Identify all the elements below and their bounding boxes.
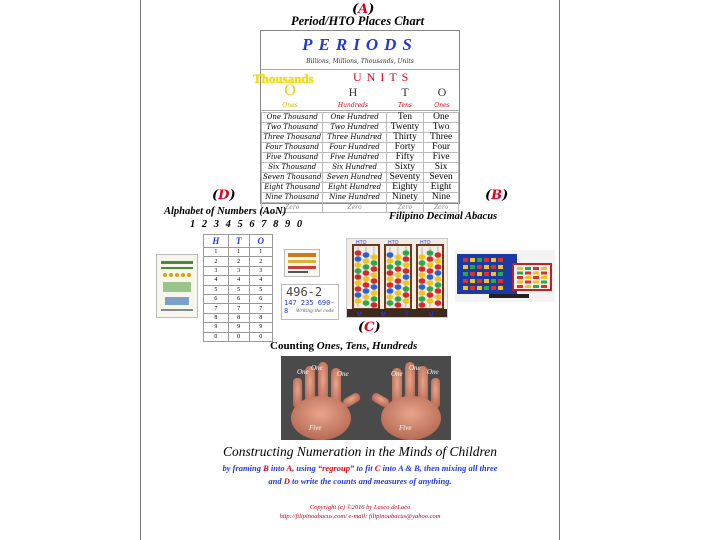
abacus-bead bbox=[419, 284, 426, 290]
aon-table-cell: 9 bbox=[204, 323, 229, 332]
places-table-cell: Seven Hundred bbox=[323, 173, 386, 183]
units-heading: UNITS bbox=[353, 70, 414, 84]
aon-table-cell: 6 bbox=[204, 294, 229, 303]
abacus-bead bbox=[435, 270, 442, 276]
abacus-bead bbox=[403, 298, 410, 304]
abacus-bead bbox=[463, 286, 468, 290]
places-table-row bbox=[262, 133, 459, 143]
abacus-bead bbox=[395, 290, 402, 296]
abacus-bead bbox=[363, 288, 370, 294]
places-table-cell: Five bbox=[424, 153, 459, 163]
aon-table-cell: 2 bbox=[249, 257, 272, 266]
abacus-bead bbox=[355, 268, 362, 274]
abacus-bead bbox=[387, 282, 394, 288]
abacus-bead bbox=[484, 286, 489, 290]
abacus-bead bbox=[435, 264, 442, 270]
abacus-bead bbox=[463, 258, 468, 262]
col-letter-hundreds: H bbox=[348, 85, 358, 99]
abacus-bead bbox=[498, 286, 503, 290]
abacus-bead bbox=[427, 280, 434, 286]
aon-col-o: O bbox=[249, 235, 272, 248]
places-table-row bbox=[262, 123, 459, 133]
places-table-cell: Three Hundred bbox=[323, 133, 386, 143]
aon-table-row bbox=[204, 294, 273, 303]
aon-table-cell: 6 bbox=[228, 294, 249, 303]
counting-card-image bbox=[285, 250, 319, 276]
abacus-bead bbox=[491, 258, 496, 262]
aon-table-cell: 2 bbox=[204, 257, 229, 266]
abacus-base-label: U bbox=[429, 312, 434, 317]
places-table-cell: Sixty bbox=[386, 163, 423, 173]
places-table-cell: Five Hundred bbox=[323, 153, 386, 163]
aon-table-cell: 4 bbox=[204, 276, 229, 285]
abacus-bead bbox=[525, 267, 531, 270]
abacus-bead bbox=[427, 268, 434, 274]
abacus-bead bbox=[533, 276, 539, 279]
abacus-bead bbox=[427, 298, 434, 304]
period-hto-chart bbox=[260, 30, 460, 211]
abacus-bead bbox=[477, 258, 482, 262]
places-table-cell: Six Hundred bbox=[323, 163, 386, 173]
abacus-bead bbox=[427, 256, 434, 262]
abacus-bead bbox=[403, 280, 410, 286]
abacus-bead bbox=[477, 272, 482, 276]
hand-label: One bbox=[311, 364, 323, 372]
abacus-bead bbox=[403, 274, 410, 280]
abacus-bead bbox=[371, 290, 378, 296]
abacus-base-label: T bbox=[405, 312, 409, 317]
abacus-bead bbox=[435, 282, 442, 288]
abacus-bead bbox=[419, 266, 426, 272]
abacus-bead bbox=[355, 262, 362, 268]
abacus-bead bbox=[517, 281, 523, 284]
aon-table-row bbox=[204, 248, 273, 257]
abacus-bead bbox=[363, 300, 370, 306]
aon-col-h: H bbox=[204, 235, 229, 248]
worksheet-thumbnail bbox=[156, 254, 198, 318]
counting-title: Counting Ones, Tens, Hundreds bbox=[270, 340, 418, 352]
places-table bbox=[261, 112, 459, 213]
abacus-bead bbox=[533, 267, 539, 270]
abacus-bead bbox=[387, 264, 394, 270]
abacus-bead bbox=[403, 286, 410, 292]
places-table-cell: Nine bbox=[424, 193, 459, 203]
abacus-bead bbox=[355, 298, 362, 304]
aon-table-cell: 4 bbox=[228, 276, 249, 285]
abacus-bead bbox=[371, 254, 378, 260]
abacus-photo-2 bbox=[455, 250, 555, 302]
aon-table-row bbox=[204, 257, 273, 266]
hand-label: One bbox=[337, 370, 349, 378]
aon-table-row bbox=[204, 332, 273, 341]
abacus-bead bbox=[403, 256, 410, 262]
places-table-row bbox=[262, 193, 459, 203]
abacus-bead bbox=[470, 272, 475, 276]
abacus-bead bbox=[470, 279, 475, 283]
hand-label: One bbox=[409, 364, 421, 372]
abacus-bead bbox=[517, 267, 523, 270]
abacus-bead bbox=[403, 268, 410, 274]
aon-table-cell: 5 bbox=[249, 285, 272, 294]
abacus-bead bbox=[491, 272, 496, 276]
abacus-bead bbox=[363, 252, 370, 258]
aon-table-cell: 3 bbox=[228, 266, 249, 275]
aon-hto-table bbox=[203, 234, 273, 342]
periods-heading: PERIODS bbox=[302, 35, 418, 54]
abacus-bead bbox=[371, 302, 378, 308]
col-letter-thousands-ones: O bbox=[284, 82, 296, 99]
abacus-bead bbox=[395, 266, 402, 272]
abacus-bead bbox=[355, 256, 362, 262]
abacus-bead bbox=[533, 281, 539, 284]
places-table-cell: Fifty bbox=[386, 153, 423, 163]
abacus-bead bbox=[427, 274, 434, 280]
code-number-2: 147 235 690-8 bbox=[284, 299, 335, 315]
aon-table-row bbox=[204, 304, 273, 313]
places-table-cell: Two Thousand bbox=[262, 123, 323, 133]
abacus-bead bbox=[525, 272, 531, 275]
abacus-bead bbox=[387, 252, 394, 258]
abacus-bead bbox=[541, 267, 547, 270]
abacus-bead bbox=[387, 288, 394, 294]
abacus-bead bbox=[525, 281, 531, 284]
aon-table-cell: 3 bbox=[204, 266, 229, 275]
decimal-abacus-image bbox=[347, 239, 447, 317]
places-table-cell: Six bbox=[424, 163, 459, 173]
aon-title: Alphabet of Numbers (AoN) bbox=[164, 206, 287, 217]
places-table-cell: Zero bbox=[424, 203, 459, 213]
abacus-bead bbox=[371, 272, 378, 278]
section-c-label: (C) bbox=[358, 320, 381, 335]
abacus-bead bbox=[403, 250, 410, 256]
abacus-bead bbox=[363, 270, 370, 276]
places-table-cell: Three Thousand bbox=[263, 133, 322, 141]
places-table-cell: One bbox=[424, 113, 459, 123]
places-table-cell: Four bbox=[424, 143, 459, 153]
places-table-cell: Ten bbox=[386, 113, 423, 123]
aon-table-cell: 3 bbox=[249, 266, 272, 275]
aon-table-cell: 5 bbox=[204, 285, 229, 294]
abacus-bead bbox=[541, 281, 547, 284]
abacus-bead bbox=[395, 296, 402, 302]
places-table-cell: Six Thousand bbox=[262, 163, 323, 173]
places-table-cell: Eighty bbox=[386, 183, 423, 193]
abacus-base-label: M bbox=[357, 312, 362, 317]
abacus-bead bbox=[403, 262, 410, 268]
places-table-cell: Two Hundred bbox=[323, 123, 386, 133]
aon-table-cell: 6 bbox=[249, 294, 272, 303]
places-table-cell: Five Thousand bbox=[262, 153, 323, 163]
hand-label: Five bbox=[399, 424, 412, 432]
abacus-bead bbox=[387, 294, 394, 300]
aon-table-cell: 8 bbox=[249, 313, 272, 322]
abacus-frame-label: HTO bbox=[356, 240, 367, 246]
abacus-bead bbox=[363, 276, 370, 282]
places-table-cell: Seventy bbox=[386, 173, 423, 183]
aon-table-cell: 0 bbox=[204, 332, 229, 341]
abacus-bead bbox=[419, 272, 426, 278]
places-table-cell: Eight bbox=[424, 183, 459, 193]
places-table-row bbox=[262, 163, 459, 173]
col-letter-tens: T bbox=[401, 85, 409, 99]
abacus-bead bbox=[463, 272, 468, 276]
abacus-bead bbox=[498, 279, 503, 283]
places-table-row bbox=[262, 143, 459, 153]
places-table-row bbox=[262, 183, 459, 193]
aon-table-row bbox=[204, 323, 273, 332]
abacus-bead bbox=[419, 260, 426, 266]
places-table-row bbox=[262, 173, 459, 183]
abacus-bead bbox=[395, 302, 402, 308]
places-table-cell: One Thousand bbox=[262, 113, 323, 123]
abacus-bead bbox=[387, 300, 394, 306]
abacus-bead bbox=[435, 258, 442, 264]
hand-label: Five bbox=[309, 424, 322, 432]
abacus-bead bbox=[517, 272, 523, 275]
aon-table-cell: 9 bbox=[249, 323, 272, 332]
places-table-cell: Seven bbox=[424, 173, 459, 183]
thousands-label: Thousands bbox=[253, 71, 314, 86]
aon-table-cell: 9 bbox=[228, 323, 249, 332]
footer-description-line-2: and D to write the counts and measures of anything. bbox=[268, 476, 452, 486]
abacus-bead bbox=[419, 302, 426, 308]
abacus-bead bbox=[355, 286, 362, 292]
abacus-bead bbox=[371, 260, 378, 266]
abacus-bead bbox=[484, 258, 489, 262]
abacus-bead bbox=[419, 278, 426, 284]
places-table-cell: Four Hundred bbox=[323, 143, 386, 153]
col-name-ones: Ones bbox=[434, 102, 450, 109]
places-table-cell: Eight Hundred bbox=[323, 183, 386, 193]
abacus-bead bbox=[533, 285, 539, 288]
abacus-bead bbox=[484, 272, 489, 276]
abacus-bead bbox=[387, 258, 394, 264]
abacus-bead bbox=[470, 286, 475, 290]
abacus-bead bbox=[419, 290, 426, 296]
abacus-bead bbox=[463, 279, 468, 283]
section-a-label: (A) bbox=[352, 2, 375, 17]
abacus-base-label: M bbox=[381, 312, 386, 317]
abacus-bead bbox=[484, 279, 489, 283]
abacus-bead bbox=[395, 272, 402, 278]
hands-photo bbox=[281, 356, 451, 440]
contact-links[interactable]: http://filipinoabacus.com/ e-mail: filipinoabacus@yahoo.com bbox=[279, 513, 441, 520]
abacus-frame-label: HTO bbox=[388, 240, 399, 246]
abacus-bead bbox=[517, 285, 523, 288]
abacus-bead bbox=[427, 292, 434, 298]
section-d-label: (D) bbox=[212, 188, 236, 203]
abacus-bead bbox=[470, 265, 475, 269]
aon-table-cell: 8 bbox=[228, 313, 249, 322]
abacus-bead bbox=[435, 288, 442, 294]
abacus-frame-label: HTO bbox=[420, 240, 431, 246]
writing-code-card bbox=[281, 284, 339, 320]
hand-label: One bbox=[391, 370, 403, 378]
hand-label: One bbox=[297, 368, 309, 376]
hand-label: One bbox=[427, 368, 439, 376]
column-names bbox=[261, 102, 459, 111]
abacus-bead bbox=[541, 272, 547, 275]
aon-col-t: T bbox=[228, 235, 249, 248]
abacus-bead bbox=[491, 279, 496, 283]
abacus-bead bbox=[525, 276, 531, 279]
abacus-bead bbox=[427, 286, 434, 292]
abacus-bead bbox=[355, 292, 362, 298]
col-name-tens: Tens bbox=[397, 102, 413, 109]
footer-description-line-1: by framing B into A, using “regroup” to fit C into A & B, then mixing all three bbox=[222, 463, 498, 473]
aon-table-cell: 7 bbox=[204, 304, 229, 313]
abacus-bead bbox=[435, 276, 442, 282]
abacus-bead bbox=[491, 286, 496, 290]
aon-table-cell: 0 bbox=[249, 332, 272, 341]
col-name-hundreds: Hundreds bbox=[337, 102, 369, 109]
abacus-bead bbox=[541, 285, 547, 288]
aon-table-row bbox=[204, 313, 273, 322]
aon-table-cell: 5 bbox=[228, 285, 249, 294]
col-letter-ones: O bbox=[437, 85, 447, 99]
places-table-cell: Thirty bbox=[386, 133, 423, 143]
abacus-bead bbox=[463, 265, 468, 269]
abacus-bead bbox=[419, 296, 426, 302]
abacus-bead bbox=[363, 282, 370, 288]
abacus-bead bbox=[533, 272, 539, 275]
abacus-bead bbox=[435, 294, 442, 300]
abacus-title: Filipino Decimal Abacus bbox=[389, 211, 498, 222]
abacus-bead bbox=[477, 279, 482, 283]
column-letters bbox=[261, 82, 459, 101]
section-b-label: (B) bbox=[485, 188, 509, 203]
abacus-bead bbox=[387, 270, 394, 276]
abacus-bead bbox=[484, 265, 489, 269]
abacus-bead bbox=[498, 265, 503, 269]
aon-table-cell: 1 bbox=[249, 248, 272, 257]
abacus-bead bbox=[435, 300, 442, 306]
abacus-bead bbox=[395, 284, 402, 290]
places-table-row bbox=[262, 153, 459, 163]
abacus-bead bbox=[498, 272, 503, 276]
places-table-cell: Forty bbox=[386, 143, 423, 153]
abacus-bead bbox=[363, 258, 370, 264]
abacus-bead bbox=[525, 285, 531, 288]
abacus-bead bbox=[371, 266, 378, 272]
aon-table-row bbox=[204, 276, 273, 285]
aon-table-cell: 2 bbox=[228, 257, 249, 266]
places-table-row bbox=[262, 113, 459, 123]
abacus-photo-1 bbox=[346, 238, 448, 318]
abacus-bead bbox=[363, 294, 370, 300]
abacus-bead bbox=[477, 265, 482, 269]
abacus-bead bbox=[498, 258, 503, 262]
places-table-cell: Nine Hundred bbox=[323, 193, 386, 203]
abacus-bead bbox=[355, 250, 362, 256]
places-table-cell: Ninety bbox=[386, 193, 423, 203]
abacus-bead bbox=[491, 265, 496, 269]
code-number-1: 496-2 bbox=[286, 285, 323, 299]
aon-table-cell: 4 bbox=[249, 276, 272, 285]
places-table-cell: Eight Thousand bbox=[262, 183, 323, 193]
chart-a-title: Period/HTO Places Chart bbox=[291, 14, 425, 28]
places-table-cell: Nine Thousand bbox=[262, 193, 323, 203]
abacus-bead bbox=[355, 274, 362, 280]
places-table-cell: Zero bbox=[262, 203, 323, 213]
aon-table-row bbox=[204, 266, 273, 275]
places-table-cell: Three bbox=[424, 133, 459, 143]
counting-hands-image bbox=[281, 356, 451, 440]
places-table-cell: One Hundred bbox=[323, 113, 386, 123]
aon-table-cell: 1 bbox=[228, 248, 249, 257]
counting-card-thumbnail bbox=[284, 249, 320, 277]
abacus-bead bbox=[395, 254, 402, 260]
footer-title: Constructing Numeration in the Minds of Children bbox=[222, 444, 497, 459]
aon-table-cell: 7 bbox=[249, 304, 272, 313]
copyright-notice: Copyright (c) ©2016 by Lasco deLaco bbox=[309, 504, 411, 511]
periods-subtitle: Billions, Millions, Thousands, Units bbox=[306, 58, 414, 65]
abacus-bead bbox=[371, 284, 378, 290]
aon-table-cell: 0 bbox=[228, 332, 249, 341]
abacus-bead bbox=[517, 276, 523, 279]
abacus-bead bbox=[371, 278, 378, 284]
abacus-bead bbox=[395, 260, 402, 266]
abacus-bead bbox=[371, 296, 378, 302]
places-table-cell: Zero bbox=[386, 203, 423, 213]
abacus-set-image bbox=[455, 250, 555, 302]
abacus-bead bbox=[427, 250, 434, 256]
col-name-thousands-ones: Ones bbox=[282, 102, 298, 109]
aon-table-cell: 7 bbox=[228, 304, 249, 313]
places-table-cell: Four Thousand bbox=[262, 143, 323, 153]
aon-digits: 1 2 3 4 5 6 7 8 9 0 bbox=[190, 219, 305, 230]
abacus-bead bbox=[477, 286, 482, 290]
worksheet-image bbox=[157, 255, 197, 317]
abacus-bead bbox=[395, 278, 402, 284]
places-table-cell: Two bbox=[424, 123, 459, 133]
abacus-bead bbox=[541, 276, 547, 279]
abacus-bead bbox=[419, 254, 426, 260]
abacus-bead bbox=[403, 292, 410, 298]
places-table-cell: Seven Thousand bbox=[263, 173, 322, 181]
abacus-bead bbox=[470, 258, 475, 262]
aon-table-row bbox=[204, 285, 273, 294]
code-caption: Writing the code bbox=[296, 309, 335, 314]
abacus-bead bbox=[387, 276, 394, 282]
places-table-cell: Zero bbox=[323, 203, 386, 213]
abacus-bead bbox=[435, 252, 442, 258]
abacus-bead bbox=[363, 264, 370, 270]
places-table-cell: Twenty bbox=[386, 123, 423, 133]
abacus-bead bbox=[355, 280, 362, 286]
aon-table-cell: 8 bbox=[204, 313, 229, 322]
aon-table-cell: 1 bbox=[204, 248, 229, 257]
abacus-bead bbox=[427, 262, 434, 268]
